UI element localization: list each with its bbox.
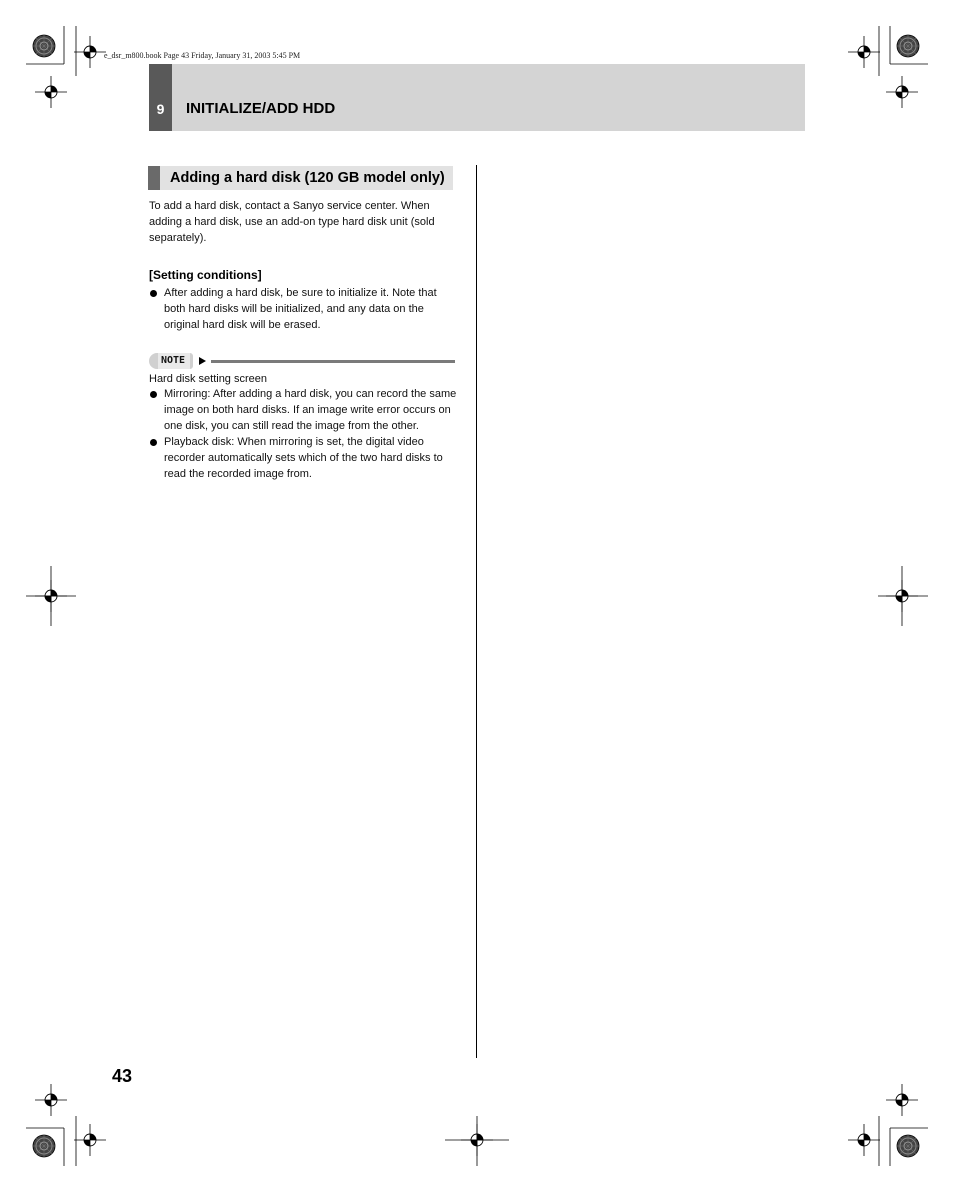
note-badge — [149, 353, 193, 369]
section-heading — [148, 166, 453, 190]
print-info: e_dsr_m800.book Page 43 Friday, January 31, 2003 5:45 PM — [104, 51, 301, 60]
setting-conditions-list — [149, 285, 459, 333]
note-marker — [149, 352, 455, 370]
registration-mark-icon — [886, 76, 918, 108]
bullet-dot-icon — [150, 439, 157, 446]
note-label: NOTE — [161, 355, 186, 366]
setting-conditions-heading: [Setting conditions] — [149, 268, 262, 282]
bullet-dot-icon — [150, 290, 157, 297]
chapter-title: INITIALIZE/ADD HDD — [186, 100, 336, 117]
registration-mark-icon — [35, 76, 67, 108]
list-item: Playback disk: When mirroring is set, the digital video recorder automatically sets which of the two hard disks to read the recorded image from. — [149, 434, 459, 482]
color-target-icon — [33, 35, 55, 57]
color-target-icon — [897, 35, 919, 57]
registration-mark-icon — [886, 1084, 918, 1116]
column-divider — [476, 165, 477, 1058]
registration-mark-icon — [848, 1124, 880, 1156]
note-lead: Hard disk setting screen — [149, 373, 267, 385]
note-list — [149, 386, 459, 482]
registration-mark-icon — [35, 1084, 67, 1116]
intro-paragraph: To add a hard disk, contact a Sanyo service center. When adding a hard disk, use an add-on type hard disk unit (sold separately). — [149, 200, 435, 244]
chapter-number: 9 — [156, 101, 165, 117]
registration-mark-icon — [848, 36, 880, 68]
registration-mark-icon — [74, 1124, 106, 1156]
bullet-dot-icon — [150, 391, 157, 398]
section-heading-bar — [148, 166, 160, 190]
color-target-icon — [33, 1135, 55, 1157]
page-number: 43 — [112, 1066, 133, 1086]
list-item: After adding a hard disk, be sure to initialize it. Note that both hard disks will be initialized, and any data on the original hard disk will be erased. — [149, 285, 459, 333]
note-arrow-icon — [199, 357, 206, 365]
registration-mark-icon — [74, 36, 106, 68]
chapter-header-band — [149, 64, 805, 131]
note-rule — [211, 360, 455, 363]
chapter-number-box — [149, 64, 172, 131]
color-target-icon — [897, 1135, 919, 1157]
section-title: Adding a hard disk (120 GB model only) — [170, 170, 445, 186]
list-item: Mirroring: After adding a hard disk, you can record the same image on both hard disks. If an image write error occurs on one disk, you can still read the image from the other. — [149, 386, 459, 434]
